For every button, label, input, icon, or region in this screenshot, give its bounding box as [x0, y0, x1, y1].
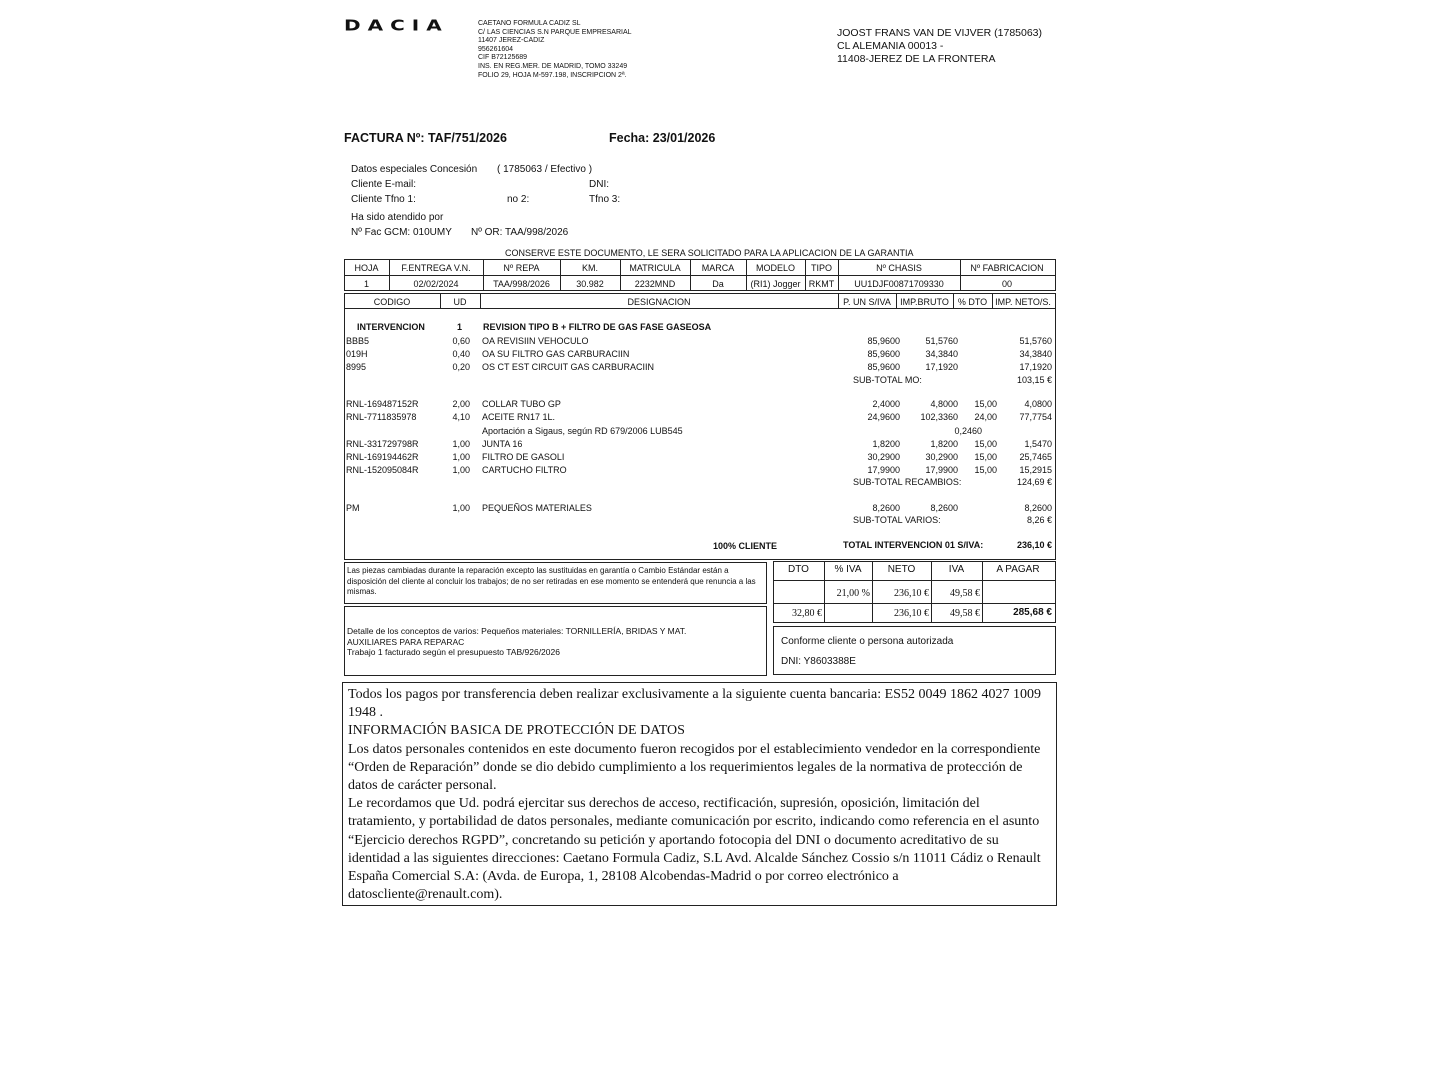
vehicle-header: Nº FABRICACION	[970, 263, 1044, 273]
summary-pay-total: 285,68 €	[1013, 607, 1052, 618]
company-line: FOLIO 29, HOJA M-597.198, INSCRIPCION 2ª.	[478, 71, 627, 79]
or-label: Nº OR: TAA/998/2026	[471, 227, 569, 238]
signature-dni: DNI: Y8603388E	[781, 656, 856, 667]
line-price: 2,4000	[872, 399, 900, 409]
line-desc: CARTUCHO FILTRO	[482, 465, 567, 475]
line-net: 8,2600	[1024, 503, 1052, 513]
company-line: CIF B72125689	[478, 54, 528, 62]
vehicle-value: 1	[363, 279, 369, 289]
phone-label: Cliente Tfno 1:	[351, 194, 416, 205]
lines-header: IMP. NETO/S.	[995, 297, 1051, 307]
line-gross: 4,8000	[930, 399, 958, 409]
summary-header: DTO	[788, 564, 809, 575]
line-code: PM	[346, 503, 360, 513]
line-ud: 2,00	[452, 399, 470, 409]
line-ud: 0,60	[452, 336, 470, 346]
email-label: Cliente E-mail:	[351, 179, 417, 190]
payment-info: Todos los pagos por transferencia deben realizar exclusivamente a la siguiente cuenta bancaria: ES52 0049 1862 4027 1009 1948 .	[348, 687, 1041, 721]
summary-divider	[773, 603, 1055, 604]
client-line: JOOST FRANS VAN DE VIJVER (1785063)	[837, 27, 1043, 39]
line-dto: 24,00	[974, 412, 997, 422]
line-gross: 102,3360	[920, 412, 958, 422]
line-gross: 8,2600	[930, 503, 958, 513]
line-ud: 1,00	[452, 452, 470, 462]
line-net: 51,5760	[1019, 336, 1052, 346]
line-net: 77,7754	[1019, 412, 1052, 422]
lines-header: DESIGNACION	[627, 297, 691, 307]
summary-vat: 49,58 €	[950, 588, 980, 599]
summary-net: 236,10 €	[894, 588, 929, 599]
misc-note-line: Trabajo 1 facturado según el presupuesto TAB/926/2026	[347, 647, 560, 657]
line-gross: 34,3840	[925, 349, 958, 359]
summary-header: % IVA	[834, 564, 862, 575]
subtotal-mo-label: SUB-TOTAL MO:	[853, 375, 922, 385]
line-gross: 17,9900	[925, 465, 958, 475]
line-gross: 17,1920	[925, 362, 958, 372]
line-ud: 1,00	[452, 439, 470, 449]
data-protection-p2: Le recordamos que Ud. podrá ejercitar sus derechos de acceso, rectificación, supresión, oposición, limitación del tratamiento, y portabilidad de datos personales, mediante comunicación por escrito, indicando como referencia en el asunto “Ejercicio derechos RGPD”, concretando su petición y aportando fotocopia del DNI o documento acreditativo de su identidad a las siguientes direcciones: Caetano Formula Cadiz, S.L Avd. Alcalde Sánchez Cossio s/n 11011 Cádiz o Renault España Comercial S.A: (Avda. de Europa, 1, 28108 Alcobendas-Madrid o por correo electrónico a datoscliente@renault.com).	[348, 796, 1041, 903]
line-ud: 4,10	[452, 412, 470, 422]
line-price: 85,9600	[867, 349, 900, 359]
line-code: 019H	[346, 349, 368, 359]
lines-header: IMP.BRUTO	[900, 297, 949, 307]
line-desc: PEQUEÑOS MATERIALES	[482, 503, 592, 513]
vehicle-value: UU1DJF00871709330	[854, 279, 944, 289]
gcm-label: Nº Fac GCM: 010UMY	[351, 227, 452, 238]
line-code: RNL-331729798R	[346, 439, 419, 449]
misc-note-line: AUXILIARES PARA REPARAC	[347, 636, 465, 647]
warranty-notice: CONSERVE ESTE DOCUMENTO, LE SERA SOLICITADO PARA LA APLICACION DE LA GARANTIA	[505, 248, 914, 258]
company-line: CAETANO FORMULA CADIZ SL	[478, 20, 581, 27]
company-line: INS. EN REG.MER. DE MADRID, TOMO 33249	[478, 62, 628, 70]
line-code: 8995	[346, 362, 367, 372]
line-ud: 1,00	[452, 503, 470, 513]
client-address	[837, 27, 1042, 66]
summary-dto: 32,80 €	[792, 608, 822, 619]
vehicle-header: MATRICULA	[629, 263, 681, 273]
line-desc: ACEITE RN17 1L.	[482, 412, 556, 422]
line-desc: FILTRO DE GASOLI	[482, 452, 565, 462]
vehicle-header: MODELO	[755, 263, 795, 273]
summary-vat: 49,58 €	[950, 608, 980, 619]
signature-box	[773, 626, 1056, 675]
vehicle-value: 02/02/2024	[413, 279, 459, 289]
signature-label: Conforme cliente o persona autorizada	[781, 636, 954, 647]
special-value: ( 1785063 / Efectivo )	[497, 164, 593, 175]
vehicle-value: TAA/998/2026	[493, 279, 550, 289]
line-desc: OA REVISIIN VEHOCULO	[482, 336, 589, 346]
subtotal-parts-label: SUB-TOTAL RECAMBIOS:	[853, 477, 962, 487]
line-net: 25,7465	[1019, 452, 1052, 462]
company-address	[478, 20, 632, 80]
dni-label: DNI:	[589, 179, 609, 190]
line-net: 15,2915	[1019, 465, 1052, 475]
line-net: 4,0800	[1024, 399, 1052, 409]
line-gross: 1,8200	[930, 439, 958, 449]
line-dto: 15,00	[974, 439, 997, 449]
company-line: C/ LAS CIENCIAS S.N PARQUE EMPRESARIAL	[478, 28, 632, 36]
line-code: RNL-7711835978	[346, 412, 417, 422]
subtotal-misc-label: SUB-TOTAL VARIOS:	[853, 515, 941, 525]
line-net: 17,1920	[1019, 362, 1052, 372]
brand-logo: DACIA	[344, 16, 449, 34]
sigaus-desc: Aportación a Sigaus, según RD 679/2006 LUB545	[482, 426, 683, 436]
intervention-title: REVISION TIPO B + FILTRO DE GAS FASE GASEOSA	[483, 322, 712, 332]
lines-header: P. UN S/IVA	[843, 297, 891, 307]
summary-vat-rate: 21,00 %	[836, 588, 870, 599]
vehicle-header: F.ENTREGA V.N.	[401, 263, 471, 273]
company-line: 11407 JEREZ-CADIZ	[478, 37, 545, 45]
line-desc: JUNTA 16	[482, 439, 523, 449]
line-net: 1,5470	[1024, 439, 1052, 449]
vehicle-value: RKMT	[808, 279, 835, 289]
line-desc: OA SU FILTRO GAS CARBURACIIN	[482, 349, 630, 359]
lines-header-divider	[344, 308, 1055, 309]
line-gross: 30,2900	[925, 452, 958, 462]
line-price: 17,9900	[867, 465, 900, 475]
vehicle-value: 2232MND	[634, 279, 676, 289]
lines-header: UD	[453, 297, 467, 307]
special-label: Datos especiales Concesión	[351, 164, 478, 175]
vehicle-value: 30.982	[576, 279, 604, 289]
line-price: 30,2900	[867, 452, 900, 462]
line-code: RNL-169487152R	[346, 399, 419, 409]
client-percentage: 100% CLIENTE	[713, 541, 778, 551]
vehicle-header: KM.	[581, 263, 598, 273]
data-protection-p1: Los datos personales contenidos en este documento fueron recogidos por el establecimiento vendedor en la correspondiente “Orden de Reparación” donde se dio debido cumplimiento a los requerimientos legales de la normativa de protección de datos de carácter personal.	[348, 741, 1041, 794]
line-dto: 15,00	[974, 452, 997, 462]
phone3-label: Tfno 3:	[589, 194, 621, 205]
vehicle-value: Da	[712, 279, 724, 289]
misc-note-line: Detalle de los conceptos de varios: Pequeños materiales: TORNILLERÍA, BRIDAS Y MAT.	[347, 626, 687, 636]
line-price: 1,8200	[872, 439, 900, 449]
vehicle-header: TIPO	[810, 263, 832, 273]
data-protection-title: INFORMACIÓN BASICA DE PROTECCIÓN DE DATOS	[348, 723, 685, 739]
company-line: 956261604	[478, 45, 514, 53]
line-price: 85,9600	[867, 336, 900, 346]
line-price: 24,9600	[867, 412, 900, 422]
misc-note	[347, 626, 686, 658]
summary-divider	[773, 580, 1055, 581]
line-price: 8,2600	[872, 503, 900, 513]
vehicle-header: HOJA	[354, 263, 379, 273]
sigaus-value: 0,2460	[954, 426, 982, 436]
intervention-label: INTERVENCION	[357, 322, 425, 332]
vehicle-table-divider	[344, 275, 1055, 276]
total-value: 236,10 €	[1016, 540, 1052, 550]
summary-header: NETO	[887, 564, 916, 575]
line-ud: 0,40	[452, 349, 470, 359]
line-code: BBB5	[346, 336, 370, 346]
line-code: RNL-169194462R	[346, 452, 419, 462]
client-line: 11408-JEREZ DE LA FRONTERA	[837, 53, 996, 65]
attended-label: Ha sido atendido por	[351, 212, 444, 223]
invoice-number: FACTURA Nº: TAF/751/2026	[344, 131, 507, 145]
line-desc: COLLAR TUBO GP	[482, 399, 561, 409]
subtotal-misc-value: 8,26 €	[1026, 515, 1052, 525]
phone2-label: no 2:	[507, 194, 530, 205]
line-net: 34,3840	[1019, 349, 1052, 359]
subtotal-mo-value: 103,15 €	[1016, 375, 1052, 385]
line-ud: 1,00	[452, 465, 470, 475]
legal-text	[348, 686, 1048, 904]
line-ud: 0,20	[452, 362, 470, 372]
parts-note: Las piezas cambiadas durante la reparación excepto las sustituidas en garantía o Cambio Estándar están a disposición del cliente al concluir los trabajos; de no ser retiradas en ese momento se entenderá que renuncia a las mismas.	[347, 566, 756, 596]
total-label: TOTAL INTERVENCION 01 S/IVA:	[843, 540, 984, 550]
line-dto: 15,00	[974, 399, 997, 409]
line-dto: 15,00	[974, 465, 997, 475]
vehicle-value: (RI1) Jogger	[750, 279, 801, 289]
client-line: CL ALEMANIA 00013 -	[837, 40, 944, 52]
line-gross: 51,5760	[925, 336, 958, 346]
line-code: RNL-152095084R	[346, 465, 419, 475]
lines-header: CODIGO	[373, 297, 411, 307]
lines-header: % DTO	[957, 297, 988, 307]
vehicle-header: Nº REPA	[503, 263, 540, 273]
intervention-number: 1	[457, 322, 463, 332]
subtotal-parts-value: 124,69 €	[1016, 477, 1052, 487]
line-price: 85,9600	[867, 362, 900, 372]
summary-net: 236,10 €	[894, 608, 929, 619]
vehicle-header: MARCA	[701, 263, 735, 273]
summary-header: IVA	[948, 564, 965, 575]
summary-header: A PAGAR	[996, 564, 1040, 575]
vehicle-header: Nº CHASIS	[876, 263, 922, 273]
invoice-date: Fecha: 23/01/2026	[609, 131, 716, 145]
line-desc: OS CT EST CIRCUIT GAS CARBURACIIN	[482, 362, 655, 372]
vehicle-value: 00	[1001, 279, 1012, 289]
